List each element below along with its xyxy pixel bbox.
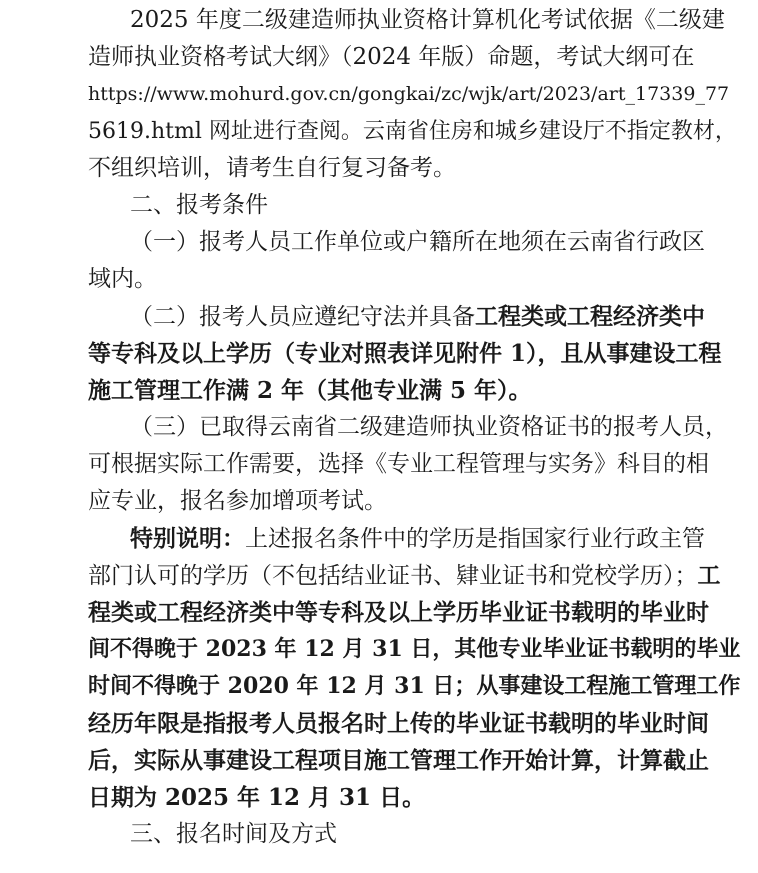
special-note-line-8: 日期为 2025 年 12 月 31 日。 (88, 784, 426, 811)
condition-2-line-1 (130, 298, 705, 335)
special-note-line-7: 后，实际从事建设工程项目施工管理工作开始计算，计算截止 (88, 747, 709, 774)
condition-2-bold-text: 工程类或工程经济类中 (475, 303, 705, 330)
special-note-line-2 (88, 557, 721, 594)
condition-2-text: （二）报考人员应遵纪守法并具备 (130, 304, 475, 330)
special-note-line-5: 时间不得晚于 2020 年 12 月 31 日；从事建设工程施工管理工作 (88, 673, 741, 699)
intro-line-3-url: https://www.mohurd.gov.cn/gongkai/zc/wjk/art/2023/art_17339_77 (88, 83, 730, 105)
intro-line-2: 造师执业资格考试大纲》（2024 年版）命题，考试大纲可在 (88, 44, 695, 70)
special-note-text: 上述报名条件中的学历是指国家行业行政主管 (245, 526, 705, 552)
condition-1-line-2: 域内。 (88, 266, 157, 292)
special-note-line-4: 间不得晚于 2023 年 12 月 31 日，其他专业毕业证书载明的毕业 (88, 636, 741, 662)
condition-1-line-1: （一）报考人员工作单位或户籍所在地须在云南省行政区 (130, 229, 705, 255)
condition-3-line-3: 应专业，报名参加增项考试。 (88, 488, 387, 514)
intro-line-1: 2025 年度二级建造师执业资格计算机化考试依据《二级建 (130, 7, 725, 33)
section-2-heading: 二、报考条件 (130, 192, 268, 218)
condition-3-line-2: 可根据实际工作需要，选择《专业工程管理与实务》科目的相 (88, 451, 709, 477)
intro-line-4: 5619.html 网址进行查阅。云南省住房和城乡建设厅不指定教材， (88, 119, 737, 144)
condition-2-line-2: 等专科及以上学历（专业对照表详见附件 1），且从事建设工程 (88, 340, 722, 367)
condition-3-line-1: （三）已取得云南省二级建造师执业资格证书的报考人员， (130, 414, 728, 440)
special-note-label: 特别说明： (130, 525, 245, 552)
section-3-heading: 三、报名时间及方式 (130, 821, 337, 847)
special-note-line-6: 经历年限是指报考人员报名时上传的毕业证书载明的毕业时间 (88, 710, 709, 737)
special-note-line-3: 程类或工程经济类中等专科及以上学历毕业证书载明的毕业时 (88, 599, 709, 626)
condition-2-line-3: 施工管理工作满 2 年（其他专业满 5 年）。 (88, 377, 532, 404)
special-note-bold-start: 工 (697, 562, 721, 589)
intro-line-5: 不组织培训，请考生自行复习备考。 (88, 155, 456, 181)
special-note-line-1 (130, 520, 705, 557)
special-note-text-2: 部门认可的学历（不包括结业证书、肄业证书和党校学历）； (88, 563, 698, 589)
